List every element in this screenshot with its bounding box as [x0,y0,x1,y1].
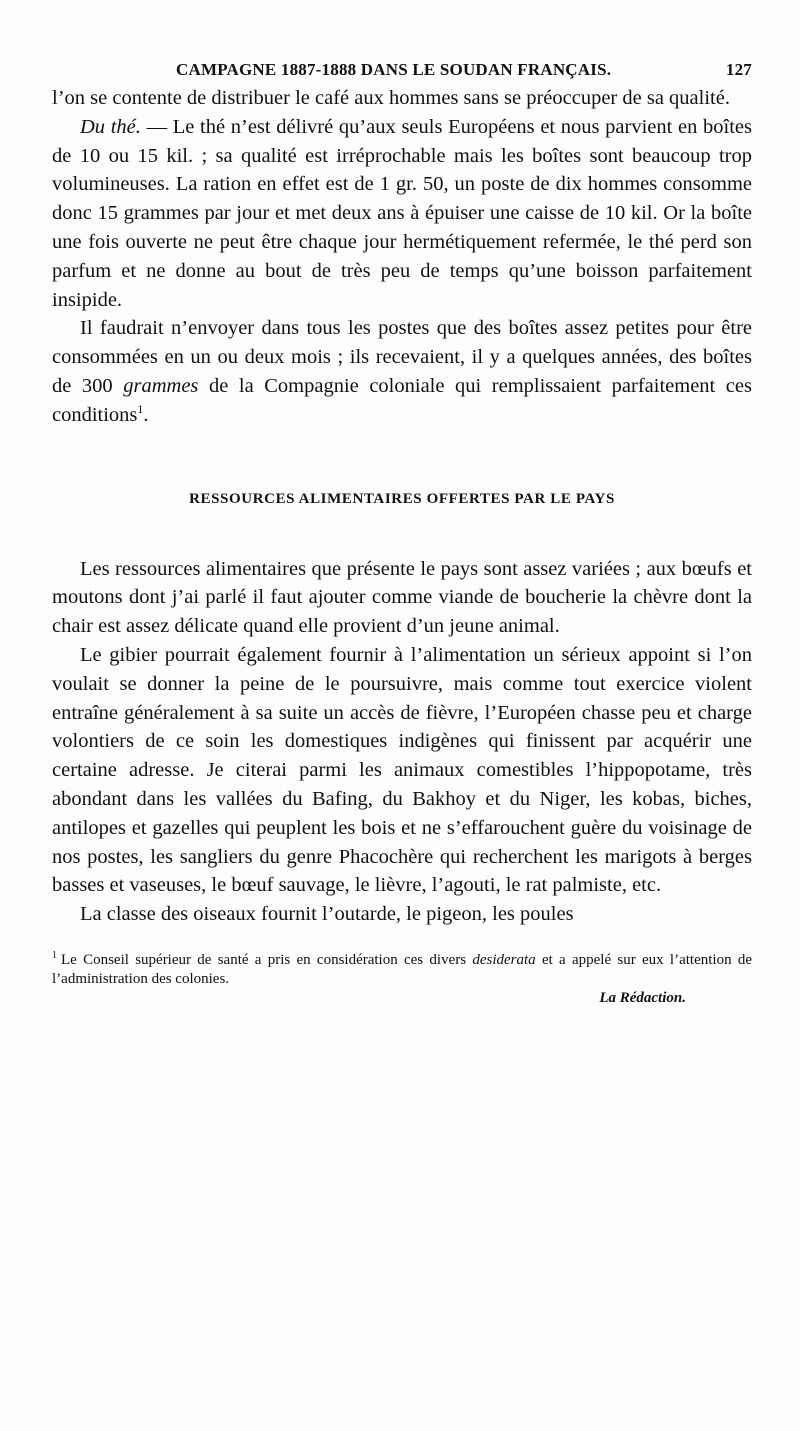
book-page [52,50,752,1008]
running-title: CAMPAGNE 1887-1888 DANS LE SOUDAN FRANÇAIS. [176,60,612,79]
footnote-text-a: Le Conseil supérieur de santé a pris en considération ces divers [61,951,473,968]
paragraph-tea-boxes-text-a: Il faudrait n’envoyer dans tous les postes que des boîtes assez petites pour être consommées en un ou deux mois ; ils recevaient, il y a quelques années, des boîtes de 300 [52,317,752,397]
section-heading: RESSOURCES ALIMENTAIRES OFFERTES PAR LE PAYS [189,490,615,507]
footnote-italic: desiderata [472,951,536,968]
paragraph-game: Le gibier pourrait également fournir à l’alimentation un sérieux appoint si l’on voulait se donner la peine de le poursuivre, mais comme tout exercice violent entraîne généralement à sa suite un accès de fièvre, l’Européen chasse peu et charge volontiers de ce soin les domestiques indigènes qui finissent par acquérir une certaine adresse. Je citerai parmi les animaux comestibles l’hippopotame, très abondant dans les vallées du Bafing, du Bakhoy et du Niger, les kobas, biches, antilopes et gazelles qui peuplent les bois et ne s’effarouchent guère du voisinage de nos postes, les sangliers du genre Phacochère qui recherchent les marigots à berges basses et vaseuses, le bœuf sauvage, le lièvre, l’agouti, le rat palmiste, etc. [52,643,752,897]
page-number: 127 [725,60,752,79]
footnote-mark: 1 [52,949,57,961]
paragraph-tea-boxes-italic: grammes [123,374,199,397]
paragraph-tea-boxes [52,314,752,429]
paragraph-tea-text: — Le thé n’est délivré qu’aux seuls Européens et nous parvient en boîtes de 10 ou 15 kil. ; sa qualité est irréprochable mais les boîtes sont beaucoup trop volumineuses. La ration en effet est de 1 gr. 50, un poste de dix hommes consomme donc 15 grammes par jour et met deux ans à épuiser une caisse de 10 kil. Or la boîte une fois ouverte ne peut être chaque jour hermétiquement refermée, le thé perd son parfum et ne donne au bout de très peu de temps qu’une boisson parfaitement insipide. [52,115,752,311]
paragraph-tea-boxes-text-b: de la Compagnie coloniale qui remplissaient parfaitement ces conditions [52,374,752,426]
paragraph-birds: La classe des oiseaux fournit l’outarde, le pigeon, les poules [80,903,574,926]
running-header [52,50,752,84]
paragraph-resources: Les ressources alimentaires que présente le pays sont assez variées ; aux bœufs et moutons dont j’ai parlé il faut ajouter comme viande de boucherie la chèvre dont la chair est assez délicate quand elle provient d’un jeune animal. [52,557,752,638]
footnote-text-b: et a appelé sur eux l’attention de l’administration des colonies. [52,951,752,987]
footnote-area [52,951,752,1008]
footnote-text [52,951,752,989]
body-text [52,84,752,929]
paragraph-tea-heading: Du thé. [80,115,141,138]
paragraph-tea [52,113,752,315]
paragraph-tea-boxes-end: . [143,403,149,426]
footnote-signature: La Rédaction. [599,989,686,1006]
footnote-reference: 1 [137,401,144,416]
paragraph-coffee-end: l’on se contente de distribuer le café aux hommes sans se préoccuper de sa qualité. [52,87,730,109]
